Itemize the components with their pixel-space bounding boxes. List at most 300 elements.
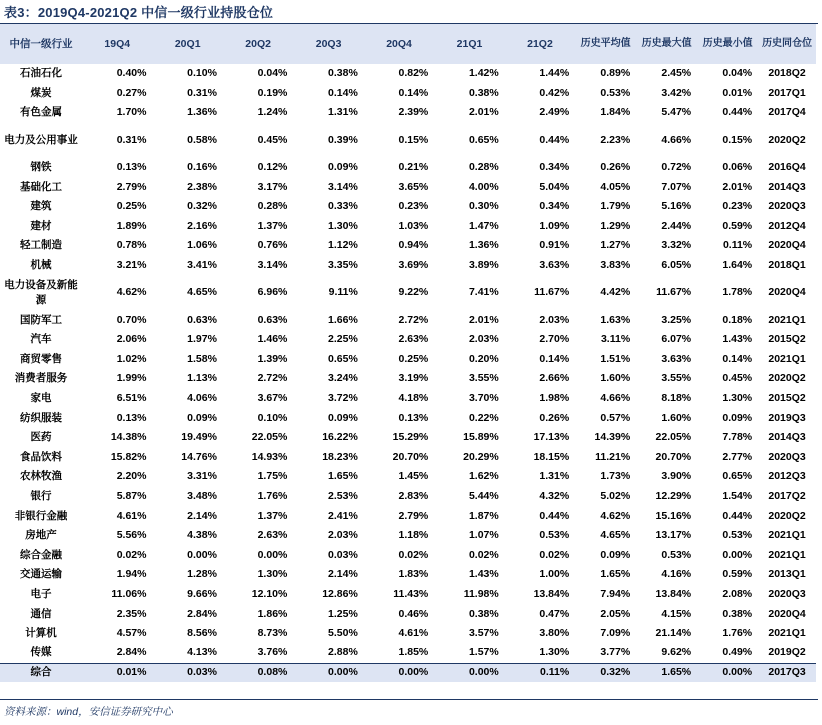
value-cell: 1.75% <box>257 470 288 483</box>
quarter-cell: 2020Q3 <box>768 200 806 213</box>
value-cell: 0.19% <box>257 86 288 99</box>
value-cell: 0.82% <box>398 67 429 80</box>
value-cell: 1.30% <box>328 219 358 232</box>
value-cell: 1.42% <box>468 67 499 80</box>
value-cell: 0.47% <box>539 607 570 620</box>
table-body <box>0 64 816 682</box>
value-cell: 4.42% <box>600 286 631 299</box>
value-cell: 3.55% <box>468 372 499 385</box>
table-row <box>0 217 816 237</box>
industry-name-cell: 建材 <box>30 219 52 232</box>
table-row <box>0 408 816 428</box>
value-cell: 5.04% <box>539 180 570 193</box>
quarter-cell: 2020Q2 <box>768 133 806 146</box>
quarter-cell: 2020Q2 <box>768 372 806 385</box>
value-cell: 11.21% <box>595 450 631 463</box>
value-cell: 3.21% <box>116 259 147 272</box>
value-cell: 2.06% <box>116 333 147 346</box>
value-cell: 1.09% <box>539 219 570 232</box>
industry-name-cell: 国防军工 <box>20 313 62 326</box>
value-cell: 3.89% <box>468 259 499 272</box>
quarter-cell: 2017Q4 <box>768 106 806 119</box>
industry-name-cell: 消费者服务 <box>14 372 68 385</box>
value-cell: 2.20% <box>116 470 147 483</box>
value-cell: 2.77% <box>722 450 753 463</box>
table-row <box>0 389 816 409</box>
industry-name-cell: 轻工制造 <box>20 239 62 252</box>
value-cell: 2.79% <box>398 509 429 522</box>
value-cell: 0.23% <box>398 200 429 213</box>
value-cell: 1.28% <box>187 568 217 581</box>
quarter-cell: 2015Q2 <box>768 333 806 346</box>
value-cell: 0.44% <box>722 509 753 522</box>
industry-name-cell: 综合金融 <box>20 548 62 561</box>
value-cell: 3.14% <box>328 180 358 193</box>
industry-name-cell: 银行 <box>30 489 52 502</box>
quarter-cell: 2019Q3 <box>768 411 806 424</box>
value-cell: 4.66% <box>661 133 692 146</box>
value-cell: 0.13% <box>116 411 147 424</box>
value-cell: 1.84% <box>600 106 631 119</box>
value-cell: 13.84% <box>533 587 570 600</box>
value-cell: 3.57% <box>468 627 499 640</box>
value-cell: 1.31% <box>539 470 570 483</box>
value-cell: 3.83% <box>600 259 631 272</box>
value-cell: 2.05% <box>600 607 631 620</box>
value-cell: 11.43% <box>393 587 429 600</box>
value-cell: 0.03% <box>152 663 222 682</box>
value-cell: 0.59% <box>722 568 753 581</box>
value-cell: 22.05% <box>251 431 288 444</box>
industry-name-cell: 非银行金融 <box>14 509 68 522</box>
value-cell: 0.31% <box>116 133 147 146</box>
value-cell: 0.02% <box>539 548 570 561</box>
value-cell: 5.02% <box>600 489 631 502</box>
value-cell: 2.83% <box>398 489 429 502</box>
value-cell: 1.36% <box>468 239 499 252</box>
value-cell: 0.14% <box>722 352 753 365</box>
value-cell: 0.10% <box>257 411 288 424</box>
header-hist-max: 历史最大值 <box>641 38 692 49</box>
value-cell: 1.03% <box>398 219 429 232</box>
header-industry: 中信一级行业 <box>9 38 73 50</box>
industry-name-cell: 传媒 <box>30 646 52 659</box>
value-cell: 3.25% <box>661 313 692 326</box>
industry-name-cell: 电力设备及新能源 <box>4 278 78 306</box>
value-cell: 0.28% <box>257 200 288 213</box>
quarter-cell: 2020Q4 <box>768 607 806 620</box>
header-20q4: 20Q4 <box>386 38 412 50</box>
value-cell: 2.25% <box>328 333 358 346</box>
value-cell: 0.04% <box>722 67 753 80</box>
value-cell: 2.03% <box>468 333 499 346</box>
value-cell: 1.30% <box>539 646 570 659</box>
value-cell: 4.18% <box>398 392 429 405</box>
value-cell: 0.26% <box>600 161 631 174</box>
quarter-cell: 2021Q1 <box>768 627 806 640</box>
table-row <box>0 103 816 123</box>
table-row <box>0 64 816 84</box>
value-cell: 1.07% <box>468 529 499 542</box>
value-cell: 20.70% <box>655 450 692 463</box>
value-cell: 11.67% <box>534 286 570 299</box>
table-row <box>0 545 816 565</box>
value-cell: 0.53% <box>661 548 692 561</box>
industry-name-cell: 电子 <box>30 587 52 600</box>
value-cell: 22.05% <box>655 431 692 444</box>
value-cell: 0.02% <box>398 548 429 561</box>
value-cell: 2.35% <box>116 607 147 620</box>
value-cell: 0.09% <box>187 411 217 424</box>
value-cell: 2.38% <box>187 180 217 193</box>
value-cell: 1.57% <box>468 646 499 659</box>
quarter-cell: 2017Q2 <box>768 489 806 502</box>
table-row <box>0 158 816 178</box>
value-cell: 0.42% <box>539 86 570 99</box>
value-cell: 0.16% <box>187 161 217 174</box>
value-cell: 4.61% <box>116 509 147 522</box>
value-cell: 4.66% <box>600 392 631 405</box>
value-cell: 3.70% <box>468 392 499 405</box>
quarter-cell: 2020Q4 <box>768 239 806 252</box>
industry-name-cell: 钢铁 <box>30 161 52 174</box>
value-cell: 4.06% <box>187 392 217 405</box>
value-cell: 3.76% <box>257 646 288 659</box>
value-cell: 1.66% <box>328 313 358 326</box>
value-cell: 7.41% <box>468 286 499 299</box>
value-cell: 3.11% <box>600 333 631 346</box>
value-cell: 5.44% <box>468 489 499 502</box>
value-cell: 0.00% <box>364 663 434 682</box>
value-cell: 1.65% <box>636 663 697 682</box>
value-cell: 1.58% <box>187 352 217 365</box>
header-20q3: 20Q3 <box>315 38 342 50</box>
value-cell: 0.21% <box>398 161 429 174</box>
industry-name-cell: 商贸零售 <box>20 352 62 365</box>
value-cell: 4.65% <box>187 286 217 299</box>
industry-name-cell: 家电 <box>30 392 52 405</box>
value-cell: 0.28% <box>468 161 499 174</box>
value-cell: 0.20% <box>468 352 499 365</box>
value-cell: 12.29% <box>655 489 692 502</box>
value-cell: 6.07% <box>661 333 692 346</box>
value-cell: 3.42% <box>661 86 692 99</box>
value-cell: 4.61% <box>398 627 429 640</box>
value-cell: 4.16% <box>661 568 692 581</box>
quarter-cell: 2021Q1 <box>768 529 806 542</box>
value-cell: 0.45% <box>257 133 288 146</box>
table-row <box>0 585 816 605</box>
value-cell: 9.11% <box>328 286 358 299</box>
value-cell: 0.09% <box>600 548 631 561</box>
value-cell: 2.01% <box>468 313 499 326</box>
value-cell: 1.06% <box>187 239 217 252</box>
source-note: 资料来源：wind，安信证券研究中心 <box>4 706 173 718</box>
value-cell: 8.18% <box>661 392 692 405</box>
value-cell: 0.76% <box>257 239 288 252</box>
value-cell: 2.63% <box>398 333 429 346</box>
value-cell: 1.44% <box>539 67 570 80</box>
value-cell: 5.47% <box>661 106 692 119</box>
value-cell: 2.70% <box>539 333 570 346</box>
value-cell: 0.63% <box>257 313 288 326</box>
summary-row <box>0 663 816 682</box>
value-cell: 3.55% <box>661 372 692 385</box>
value-cell: 0.13% <box>398 411 429 424</box>
value-cell: 1.85% <box>398 646 429 659</box>
value-cell: 1.43% <box>722 333 753 346</box>
value-cell: 15.82% <box>110 450 147 463</box>
value-cell: 0.40% <box>116 67 147 80</box>
header-hist-min: 历史最小值 <box>702 38 753 49</box>
value-cell: 18.23% <box>322 450 358 463</box>
quarter-cell: 2014Q3 <box>768 431 806 444</box>
value-cell: 4.62% <box>116 286 147 299</box>
quarter-cell: 2020Q4 <box>768 286 806 299</box>
value-cell: 1.47% <box>468 219 499 232</box>
value-cell: 16.22% <box>322 431 358 444</box>
value-cell: 11.67% <box>656 286 692 299</box>
value-cell: 1.86% <box>257 607 288 620</box>
value-cell: 3.41% <box>187 259 217 272</box>
quarter-cell: 2015Q2 <box>768 392 806 405</box>
value-cell: 0.00% <box>697 663 758 682</box>
header-20q2: 20Q2 <box>245 38 271 50</box>
value-cell: 0.91% <box>539 239 570 252</box>
industry-name-cell: 石油石化 <box>20 67 62 80</box>
value-cell: 1.60% <box>600 372 631 385</box>
value-cell: 1.46% <box>257 333 288 346</box>
value-cell: 0.44% <box>539 509 570 522</box>
value-cell: 0.00% <box>293 663 363 682</box>
value-cell: 3.90% <box>661 470 692 483</box>
value-cell: 2.01% <box>722 180 753 193</box>
industry-name-cell: 综合 <box>0 663 82 682</box>
value-cell: 1.70% <box>116 106 147 119</box>
header-21q2: 21Q2 <box>527 38 553 50</box>
value-cell: 13.17% <box>655 529 692 542</box>
value-cell: 11.06% <box>111 587 147 600</box>
value-cell: 9.66% <box>187 587 217 600</box>
industry-name-cell: 食品饮料 <box>20 450 62 463</box>
industry-name-cell: 汽车 <box>30 333 52 346</box>
value-cell: 2.66% <box>539 372 570 385</box>
value-cell: 14.39% <box>594 431 631 444</box>
value-cell: 1.25% <box>328 607 358 620</box>
value-cell: 0.57% <box>600 411 631 424</box>
value-cell: 5.50% <box>328 627 358 640</box>
value-cell: 1.24% <box>257 106 288 119</box>
value-cell: 4.65% <box>600 529 631 542</box>
value-cell: 0.44% <box>539 133 570 146</box>
value-cell: 4.13% <box>187 646 217 659</box>
value-cell: 0.34% <box>539 161 570 174</box>
value-cell: 1.00% <box>539 568 570 581</box>
value-cell: 3.32% <box>661 239 692 252</box>
value-cell: 1.36% <box>187 106 217 119</box>
value-cell: 1.83% <box>398 568 429 581</box>
value-cell: 3.77% <box>600 646 631 659</box>
table-row <box>0 604 816 624</box>
value-cell: 4.32% <box>539 489 570 502</box>
value-cell: 0.18% <box>722 313 753 326</box>
value-cell: 3.17% <box>257 180 288 193</box>
value-cell: 3.14% <box>257 259 288 272</box>
table-row <box>0 275 816 310</box>
value-cell: 11.98% <box>463 587 499 600</box>
value-cell: 4.62% <box>600 509 631 522</box>
value-cell: 4.15% <box>661 607 692 620</box>
value-cell: 1.73% <box>600 470 631 483</box>
holdings-table <box>0 24 816 682</box>
value-cell: 0.38% <box>468 607 499 620</box>
value-cell: 2.08% <box>722 587 753 600</box>
value-cell: 0.53% <box>722 529 753 542</box>
value-cell: 1.30% <box>722 392 753 405</box>
value-cell: 2.44% <box>661 219 692 232</box>
value-cell: 0.25% <box>116 200 147 213</box>
value-cell: 1.65% <box>600 568 631 581</box>
industry-name-cell: 机械 <box>30 259 52 272</box>
value-cell: 0.15% <box>398 133 429 146</box>
value-cell: 0.11% <box>505 663 575 682</box>
table-row <box>0 310 816 330</box>
quarter-cell: 2018Q1 <box>768 259 806 272</box>
value-cell: 2.84% <box>187 607 217 620</box>
value-cell: 0.78% <box>116 239 147 252</box>
value-cell: 0.12% <box>257 161 288 174</box>
value-cell: 7.07% <box>661 180 692 193</box>
value-cell: 3.67% <box>257 392 288 405</box>
value-cell: 1.60% <box>661 411 692 424</box>
value-cell: 3.48% <box>187 489 217 502</box>
industry-name-cell: 有色金属 <box>20 106 62 119</box>
value-cell: 0.04% <box>257 67 288 80</box>
quarter-cell: 2020Q3 <box>768 450 806 463</box>
value-cell: 14.93% <box>251 450 288 463</box>
value-cell: 17.13% <box>533 431 570 444</box>
value-cell: 4.38% <box>187 529 217 542</box>
industry-name-cell: 纺织服装 <box>20 411 62 424</box>
value-cell: 2.79% <box>116 180 147 193</box>
value-cell: 0.00% <box>722 548 753 561</box>
header-21q1: 21Q1 <box>456 38 483 50</box>
value-cell: 2.72% <box>257 372 288 385</box>
value-cell: 2.03% <box>539 313 570 326</box>
quarter-cell: 2014Q3 <box>768 180 806 193</box>
industry-name-cell: 煤炭 <box>30 86 52 99</box>
value-cell: 0.25% <box>398 352 429 365</box>
value-cell: 1.76% <box>722 627 753 640</box>
table-row <box>0 369 816 389</box>
header-hist-same: 历史同仓位 <box>762 38 813 49</box>
value-cell: 2.14% <box>328 568 358 581</box>
value-cell: 1.30% <box>257 568 288 581</box>
value-cell: 0.09% <box>722 411 753 424</box>
value-cell: 0.14% <box>328 86 358 99</box>
value-cell: 1.12% <box>328 239 358 252</box>
value-cell: 2.63% <box>257 529 288 542</box>
value-cell: 1.63% <box>600 313 631 326</box>
table-row <box>0 506 816 526</box>
value-cell: 0.00% <box>434 663 504 682</box>
value-cell: 5.56% <box>116 529 147 542</box>
value-cell: 1.29% <box>600 219 631 232</box>
value-cell: 2.16% <box>187 219 217 232</box>
value-cell: 0.02% <box>468 548 499 561</box>
quarter-cell: 2016Q4 <box>768 161 806 174</box>
quarter-cell: 2020Q3 <box>768 587 806 600</box>
value-cell: 0.89% <box>600 67 631 80</box>
value-cell: 0.09% <box>328 161 358 174</box>
quarter-cell: 2017Q3 <box>758 663 816 682</box>
table-row <box>0 197 816 217</box>
value-cell: 6.51% <box>116 392 147 405</box>
table-row <box>0 565 816 585</box>
value-cell: 8.73% <box>257 627 288 640</box>
value-cell: 0.65% <box>722 470 753 483</box>
value-cell: 0.44% <box>722 106 753 119</box>
value-cell: 13.84% <box>655 587 692 600</box>
value-cell: 3.31% <box>187 470 217 483</box>
value-cell: 3.24% <box>328 372 358 385</box>
quarter-cell: 2021Q1 <box>768 352 806 365</box>
value-cell: 0.34% <box>539 200 570 213</box>
value-cell: 0.11% <box>722 239 753 252</box>
value-cell: 1.54% <box>722 489 753 502</box>
value-cell: 1.31% <box>328 106 358 119</box>
value-cell: 7.94% <box>600 587 631 600</box>
value-cell: 1.97% <box>187 333 217 346</box>
table-row <box>0 84 816 104</box>
value-cell: 1.18% <box>398 529 429 542</box>
value-cell: 20.29% <box>463 450 499 463</box>
value-cell: 0.01% <box>722 86 753 99</box>
value-cell: 19.49% <box>181 431 217 444</box>
value-cell: 2.88% <box>328 646 358 659</box>
value-cell: 14.38% <box>110 431 147 444</box>
header-20q1: 20Q1 <box>174 38 201 50</box>
value-cell: 0.39% <box>328 133 358 146</box>
value-cell: 1.37% <box>257 219 288 232</box>
value-cell: 0.02% <box>116 548 147 561</box>
value-cell: 1.87% <box>468 509 499 522</box>
quarter-cell: 2013Q1 <box>768 568 806 581</box>
value-cell: 0.53% <box>539 529 570 542</box>
value-cell: 20.70% <box>392 450 429 463</box>
industry-name-cell: 基础化工 <box>20 180 62 193</box>
value-cell: 2.53% <box>328 489 358 502</box>
table-row <box>0 467 816 487</box>
value-cell: 0.08% <box>223 663 293 682</box>
value-cell: 21.14% <box>655 627 692 640</box>
value-cell: 0.10% <box>187 67 217 80</box>
value-cell: 3.19% <box>398 372 429 385</box>
table-row <box>0 643 816 663</box>
value-cell: 9.22% <box>398 286 429 299</box>
quarter-cell: 2017Q1 <box>768 86 806 99</box>
table-row <box>0 624 816 644</box>
value-cell: 1.51% <box>600 352 631 365</box>
quarter-cell: 2020Q2 <box>768 509 806 522</box>
value-cell: 2.45% <box>661 67 692 80</box>
bottom-rule <box>0 699 818 700</box>
value-cell: 3.65% <box>398 180 429 193</box>
value-cell: 1.43% <box>468 568 499 581</box>
value-cell: 6.05% <box>661 259 692 272</box>
value-cell: 0.49% <box>722 646 753 659</box>
quarter-cell: 2018Q2 <box>768 67 806 80</box>
